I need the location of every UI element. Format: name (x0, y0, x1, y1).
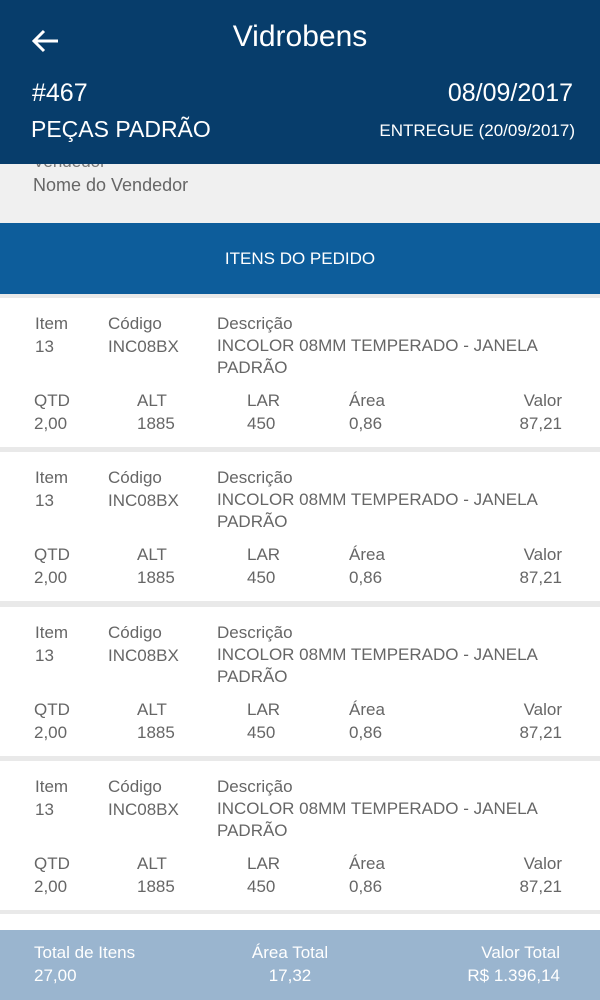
value-label: Valor (523, 854, 562, 873)
width-label: LAR (247, 545, 281, 564)
code-label: Código (108, 777, 162, 796)
item-qty: 2,00 (34, 414, 68, 433)
width-label: LAR (247, 854, 281, 873)
area-label: Área (349, 854, 385, 873)
item-label: Item (35, 468, 69, 487)
height-label: ALT (137, 854, 167, 873)
item-card[interactable] (0, 298, 600, 447)
item-number: 13 (35, 491, 54, 510)
item-height: 1885 (137, 414, 175, 433)
item-area: 0,86 (349, 414, 383, 433)
item-area: 0,86 (349, 723, 383, 742)
area-total-value: 17,32 (268, 966, 312, 985)
items-list[interactable] (0, 294, 600, 930)
item-value: 87,21 (519, 414, 562, 433)
value-label: Valor (523, 700, 562, 719)
value-total-value: R$ 1.396,14 (467, 966, 560, 985)
width-label: LAR (247, 700, 281, 719)
item-card[interactable] (0, 452, 600, 601)
item-label: Item (35, 777, 69, 796)
area-label: Área (349, 545, 385, 564)
order-number: #467 (32, 79, 88, 107)
item-code: INC08BX (108, 337, 179, 356)
item-card[interactable] (0, 607, 600, 756)
description-label: Descrição (217, 777, 293, 796)
item-height: 1885 (137, 568, 175, 587)
qty-label: QTD (34, 391, 70, 410)
total-items-label: Total de Itens (34, 943, 136, 962)
height-label: ALT (137, 545, 167, 564)
value-label: Valor (523, 391, 562, 410)
item-description: INCOLOR 08MM TEMPERADO - JANELA PADRÃO (217, 490, 537, 531)
item-value: 87,21 (519, 723, 562, 742)
item-area: 0,86 (349, 877, 383, 896)
description-label: Descrição (217, 314, 293, 333)
item-description: INCOLOR 08MM TEMPERADO - JANELA PADRÃO (217, 336, 537, 377)
item-qty: 2,00 (34, 877, 68, 896)
order-status: ENTREGUE (20/09/2017) (379, 121, 575, 140)
item-number: 13 (35, 800, 54, 819)
item-qty: 2,00 (34, 723, 68, 742)
qty-label: QTD (34, 700, 70, 719)
seller-name: Nome do Vendedor (33, 175, 189, 195)
item-width: 450 (247, 414, 276, 433)
item-width: 450 (247, 723, 276, 742)
value-total-label: Valor Total (481, 943, 560, 962)
item-description: INCOLOR 08MM TEMPERADO - JANELA PADRÃO (217, 799, 537, 840)
order-type: PEÇAS PADRÃO (31, 116, 211, 142)
item-code: INC08BX (108, 800, 179, 819)
value-label: Valor (523, 545, 562, 564)
qty-label: QTD (34, 854, 70, 873)
app-header (0, 0, 600, 164)
description-label: Descrição (217, 623, 293, 642)
total-items-value: 27,00 (34, 966, 77, 985)
totals-footer (0, 930, 600, 1000)
item-card[interactable] (0, 761, 600, 910)
item-width: 450 (247, 877, 276, 896)
item-width: 450 (247, 568, 276, 587)
code-label: Código (108, 623, 162, 642)
area-label: Área (349, 391, 385, 410)
area-label: Área (349, 700, 385, 719)
section-title: ITENS DO PEDIDO (0, 223, 600, 294)
item-value: 87,21 (519, 877, 562, 896)
item-height: 1885 (137, 877, 175, 896)
item-label: Item (35, 623, 69, 642)
item-value: 87,21 (519, 568, 562, 587)
height-label: ALT (137, 391, 167, 410)
item-code: INC08BX (108, 491, 179, 510)
description-label: Descrição (217, 468, 293, 487)
item-label: Item (35, 314, 69, 333)
item-card-partial[interactable] (0, 914, 600, 930)
qty-label: QTD (34, 545, 70, 564)
item-description: INCOLOR 08MM TEMPERADO - JANELA PADRÃO (217, 645, 537, 686)
item-qty: 2,00 (34, 568, 68, 587)
code-label: Código (108, 314, 162, 333)
app-title: Vidrobens (232, 20, 368, 53)
width-label: LAR (247, 391, 281, 410)
item-height: 1885 (137, 723, 175, 742)
area-total-label: Área Total (251, 943, 329, 962)
height-label: ALT (137, 700, 167, 719)
item-number: 13 (35, 646, 54, 665)
item-number: 13 (35, 337, 54, 356)
item-code: INC08BX (108, 646, 179, 665)
item-area: 0,86 (349, 568, 383, 587)
code-label: Código (108, 468, 162, 487)
order-date: 08/09/2017 (447, 79, 573, 107)
